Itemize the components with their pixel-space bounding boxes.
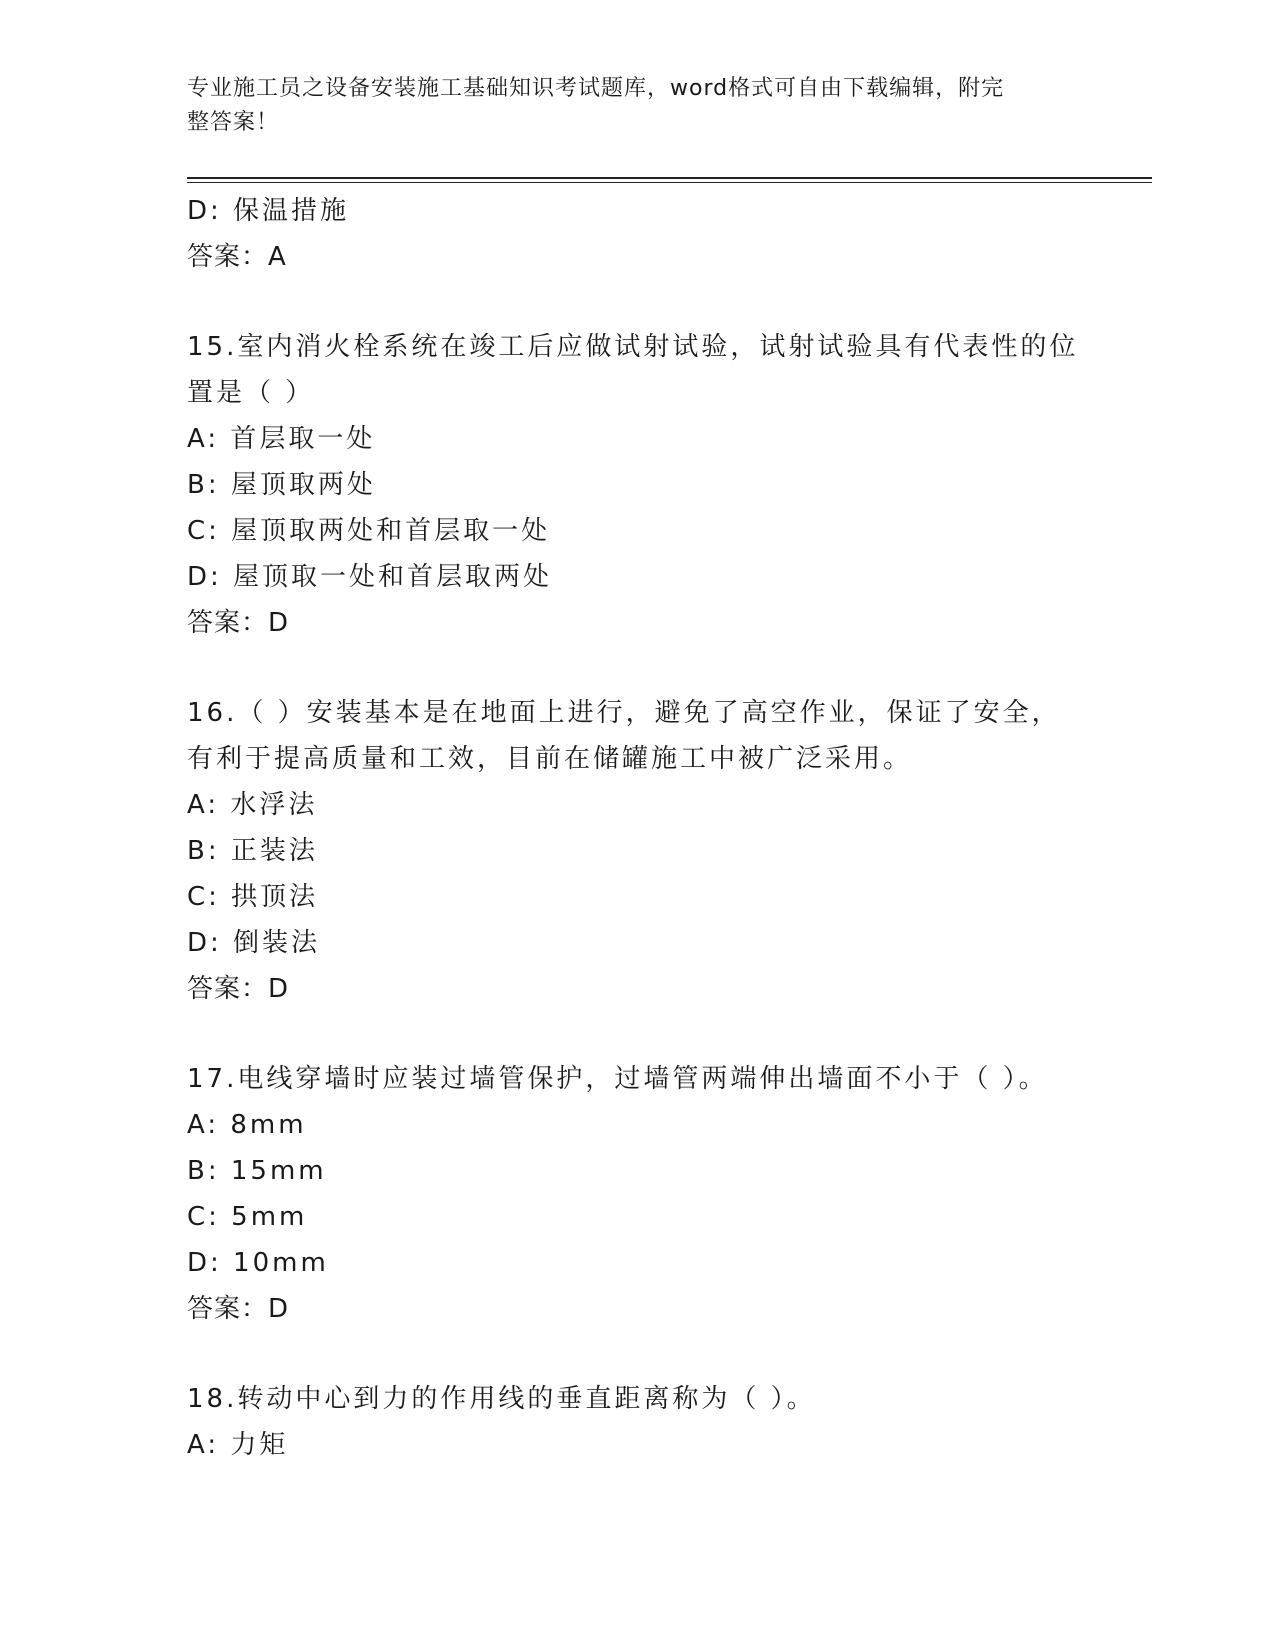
- question-stem: 17.电线穿墙时应装过墙管保护，过墙管两端伸出墙面不小于（ ）。: [187, 1064, 1048, 1094]
- question-18: [187, 1376, 1087, 1468]
- option-a: A: 首层取一处: [187, 424, 376, 454]
- option-a: A: 水浮法: [187, 790, 318, 820]
- header-line-1: 专业施工员之设备安装施工基础知识考试题库，word格式可自由下载编辑，附完: [187, 76, 1005, 101]
- option-a: A: 8mm: [187, 1110, 307, 1140]
- option-c: C: 5mm: [187, 1202, 308, 1232]
- question-stem-cont: 有利于提高质量和工效，目前在储罐施工中被广泛采用。: [187, 744, 913, 774]
- answer: 答案：A: [187, 242, 287, 272]
- answer: 答案：D: [187, 974, 290, 1004]
- option-c: C: 屋顶取两处和首层取一处: [187, 516, 551, 546]
- header-line-2: 整答案！: [187, 110, 280, 135]
- option-d: D: 屋顶取一处和首层取两处: [187, 562, 553, 592]
- document-header: [187, 72, 1067, 140]
- question-16: [187, 690, 1087, 1012]
- option-a: A: 力矩: [187, 1430, 289, 1460]
- question-content: [187, 188, 1087, 1468]
- option-b: B: 正装法: [187, 836, 318, 866]
- option-c: C: 拱顶法: [187, 882, 319, 912]
- question-stem: 18.转动中心到力的作用线的垂直距离称为（ ）。: [187, 1384, 816, 1414]
- question-stem-cont: 置是（ ）: [187, 378, 315, 408]
- answer: 答案：D: [187, 608, 290, 638]
- header-rule-thick: [187, 177, 1152, 179]
- question-stem: 15.室内消火栓系统在竣工后应做试射试验，试射试验具有代表性的位: [187, 332, 1079, 362]
- option-d: D: 10mm: [187, 1248, 329, 1278]
- question-17: [187, 1056, 1087, 1332]
- question-stem: 16.（ ）安装基本是在地面上进行，避免了高空作业，保证了安全，: [187, 698, 1061, 728]
- option-d: D: 保温措施: [187, 196, 350, 226]
- previous-question-tail: [187, 188, 1087, 280]
- option-b: B: 15mm: [187, 1156, 327, 1186]
- question-15: [187, 324, 1087, 646]
- option-d: D: 倒装法: [187, 928, 321, 958]
- answer: 答案：D: [187, 1294, 290, 1324]
- option-b: B: 屋顶取两处: [187, 470, 376, 500]
- header-rule-thin: [187, 182, 1152, 183]
